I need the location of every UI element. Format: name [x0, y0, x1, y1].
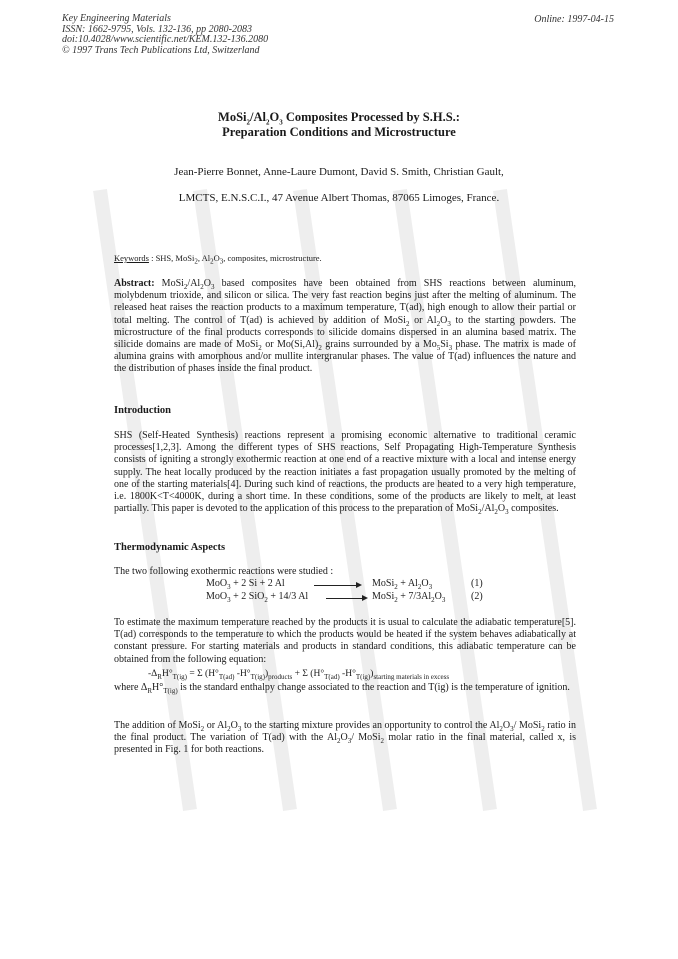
reaction-1-arrow	[314, 585, 360, 586]
journal-header	[62, 14, 268, 56]
reaction-1-products: MoSi$_2$ + $Al_2O_3$	[372, 578, 433, 591]
keywords-label: Keywords	[114, 253, 149, 263]
introduction-text: SHS (Self-Heated Synthesis) reactions represent a promising economic alternative to traditional ceramic processes[1,2,3]. Among the different types of SHS reactions, Self Propagating High-Temperature Synthesis consists of igniting a strongly exothermic reaction at one end of a reactive mixture with a local and intense energy supply. The heat locally produced by the reaction initiates a fast propagation usually promoted by the melting of one of the starting materials[4]. During such kind of reactions, the products are heated to a very high temperature, i.e. 1800K<T<4000K, during a short time. In these conditions, some of the products are likely to melt, at least partially. This paper is devoted to the application of this process to the preparation of $MoSi_2/Al_2O_3$ composites.	[114, 430, 576, 517]
reaction-2-products: MoSi$_2$ + $7/3Al_2O_3$	[372, 591, 446, 604]
reaction-2-reactants: MoO$_3$ + 2 SiO$_2$ + 14/3 Al	[206, 591, 309, 604]
copyright-line: © 1997 Trans Tech Publications Ltd, Switzerland	[62, 44, 260, 56]
author-list: Jean-Pierre Bonnet, Anne-Laure Dumont, David S. Smith, Christian Gault,	[174, 166, 504, 178]
adiabatic-temperature-text: To estimate the maximum temperature reached by the products it is usual to calculate the adiabatic temperature[5]. T(ad) corresponds to the temperature to which the products would be heated if the system behaves adiabatically at constant pressure. For starting materials and products in standard conditions, this adiabatic temperature can be obtained from the following equation:	[114, 617, 576, 665]
abstract-label: Abstract:	[114, 278, 155, 289]
reactions-intro: The two following exothermic reactions were studied :	[114, 566, 334, 577]
doi-line: doi:10.4028/www.scientific.net/KEM.132-136.2080	[62, 34, 269, 45]
keywords: Keywords : SHS, MoSi$_2$, $Al_2O_3$, composites, microstructure.	[114, 253, 322, 266]
additives-text: The addition of MoSi$_2$ or $Al_2O_3$ to the starting mixture provides an opportunity to control the $Al_2O_3/$ MoSi$_2$ ratio in the final product. The variation of T(ad) with the $Al_2O_3/$ MoSi$_2$ molar ratio in the final material, called x, is presented in Fig. 1 for both reactions.	[114, 720, 576, 756]
affiliation: LMCTS, E.N.S.C.I., 47 Avenue Albert Thomas, 87065 Limoges, France.	[178, 192, 500, 204]
heading-thermodynamic-aspects: Thermodynamic Aspects	[114, 542, 226, 553]
paper-title: $MoSi_2/Al_2O_3$ Composites Processed by S.H.S.: Preparation Conditions and Microstructure	[0, 110, 678, 140]
journal-name: Key Engineering Materials	[62, 13, 171, 24]
equation-explanation: where $\Delta_RH^\circ_{T(ig)}$ is the standard enthalpy change associated to the reaction and T(ig) is the temperature of ignition.	[114, 682, 570, 695]
online-date: Online: 1997-04-15	[534, 14, 614, 25]
reaction-2-arrow	[326, 598, 366, 599]
title-line-2: Preparation Conditions and Microstructure	[222, 125, 456, 139]
reaction-1-reactants: MoO$_3$ + 2 Si + 2 Al	[206, 578, 285, 591]
heading-introduction: Introduction	[114, 405, 171, 416]
enthalpy-equation: $-\Delta_RH^\circ_{T(ig)} = \Sigma$ ($H^\circ_{T(ad)}$ $-H^\circ_{T(ig)})_{products} + \Sigma$ ($H^\circ_{T(ad)}$ $-H^\circ_{T(ig)})_{starting materials in excess}$	[148, 669, 450, 681]
reaction-2-number: (2)	[471, 591, 483, 602]
reaction-1-number: (1)	[471, 578, 483, 589]
abstract: Abstract: $MoSi_2/Al_2O_3$ based composites have been obtained from SHS reactions between aluminum, molybdenum trioxide, and silicon or silica. The very fast reaction begins just after the melting of aluminum. The released heat raises the reaction products to a maximum temperature, T(ad), high enough to allow their partial or total melting. The control of T(ad) is achieved by addition of MoSi$_2$ or $Al_2O_3$ to the starting powders. The microstructure of the final products corresponds to silicide domains dispersed in an alumina based matrix. The silicide domains are made of MoSi$_2$ or $Mo(Si,Al)_2$ grains surrounded by a $Mo_5Si_3$ phase. The matrix is made of alumina grains with amorphous and/or mullite intergranular phases. The value of T(ad) influences the nature and the distribution of phases inside the final product.	[114, 278, 576, 375]
issn-line: ISSN: 1662-9795, Vols. 132-136, pp 2080-2083	[62, 23, 252, 35]
